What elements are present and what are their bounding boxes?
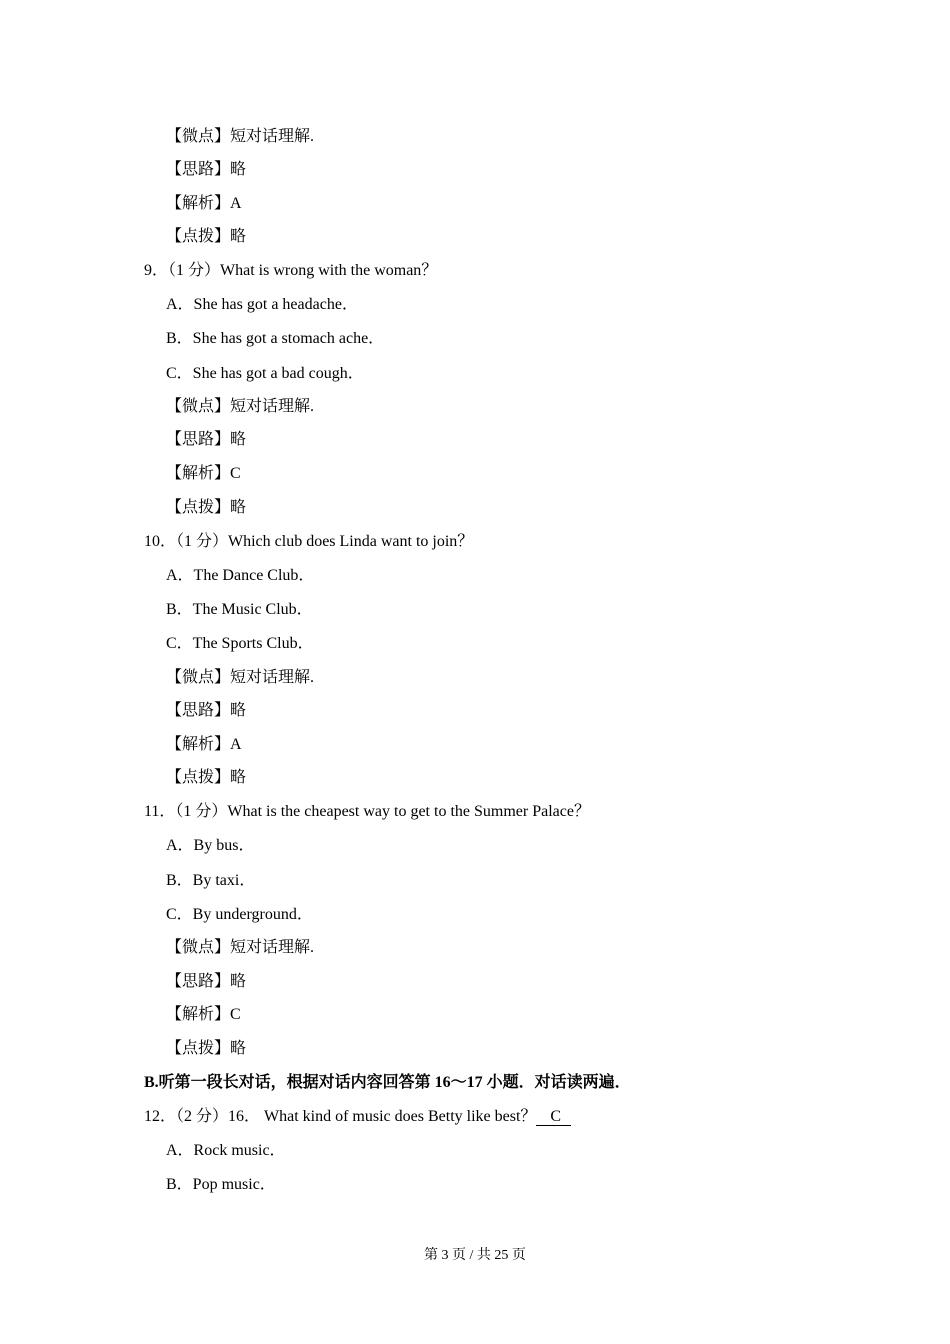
question-10-silu: 【思路】略	[166, 702, 247, 719]
question-12-answer-blank: C	[536, 1109, 571, 1126]
question-11-option-a: A．By bus．	[166, 837, 255, 854]
question-11-jiexi: 【解析】C	[166, 1006, 241, 1023]
note-silu: 【思路】略	[166, 161, 247, 178]
question-9-jiexi: 【解析】C	[166, 465, 241, 482]
question-9-option-a: A．She has got a headache．	[166, 296, 358, 313]
question-12-option-b: B．Pop music．	[166, 1176, 276, 1193]
question-10-stem: 10．（1 分）Which club does Linda want to join？	[144, 533, 474, 550]
question-11-silu: 【思路】略	[166, 973, 247, 990]
question-9-dianbo: 【点拨】略	[166, 499, 247, 516]
question-12-line	[144, 1107, 571, 1127]
question-9-option-c: C．She has got a bad cough．	[166, 365, 364, 382]
note-weidian: 【微点】短对话理解.	[166, 128, 315, 145]
note-dianbo: 【点拨】略	[166, 228, 247, 245]
question-11-stem: 11．（1 分）What is the cheapest way to get to the Summer Palace？	[144, 803, 590, 820]
question-9-stem: 9．（1 分）What is wrong with the woman？	[144, 262, 438, 279]
question-12-option-a: A．Rock music．	[166, 1142, 286, 1159]
question-9-option-b: B．She has got a stomach ache．	[166, 330, 385, 347]
question-9-silu: 【思路】略	[166, 431, 247, 448]
question-10-weidian: 【微点】短对话理解.	[166, 669, 315, 686]
section-b-heading: B.听第一段长对话，根据对话内容回答第 16～17 小题．对话读两遍．	[144, 1074, 631, 1091]
page-footer: 第 3 页 / 共 25 页	[424, 1248, 526, 1263]
question-9-weidian: 【微点】短对话理解.	[166, 398, 315, 415]
question-11-weidian: 【微点】短对话理解.	[166, 939, 315, 956]
question-11-dianbo: 【点拨】略	[166, 1040, 247, 1057]
question-12-stem: 12．（2 分）16． What kind of music does Betty like best？	[144, 1108, 537, 1125]
question-10-option-a: A．The Dance Club．	[166, 567, 315, 584]
question-11-option-b: B．By taxi．	[166, 872, 256, 889]
question-10-option-c: C．The Sports Club．	[166, 635, 314, 652]
question-10-dianbo: 【点拨】略	[166, 769, 247, 786]
question-10-option-b: B．The Music Club．	[166, 601, 313, 618]
question-10-jiexi: 【解析】A	[166, 736, 242, 753]
question-11-option-c: C．By underground．	[166, 906, 313, 923]
note-jiexi: 【解析】A	[166, 195, 242, 212]
